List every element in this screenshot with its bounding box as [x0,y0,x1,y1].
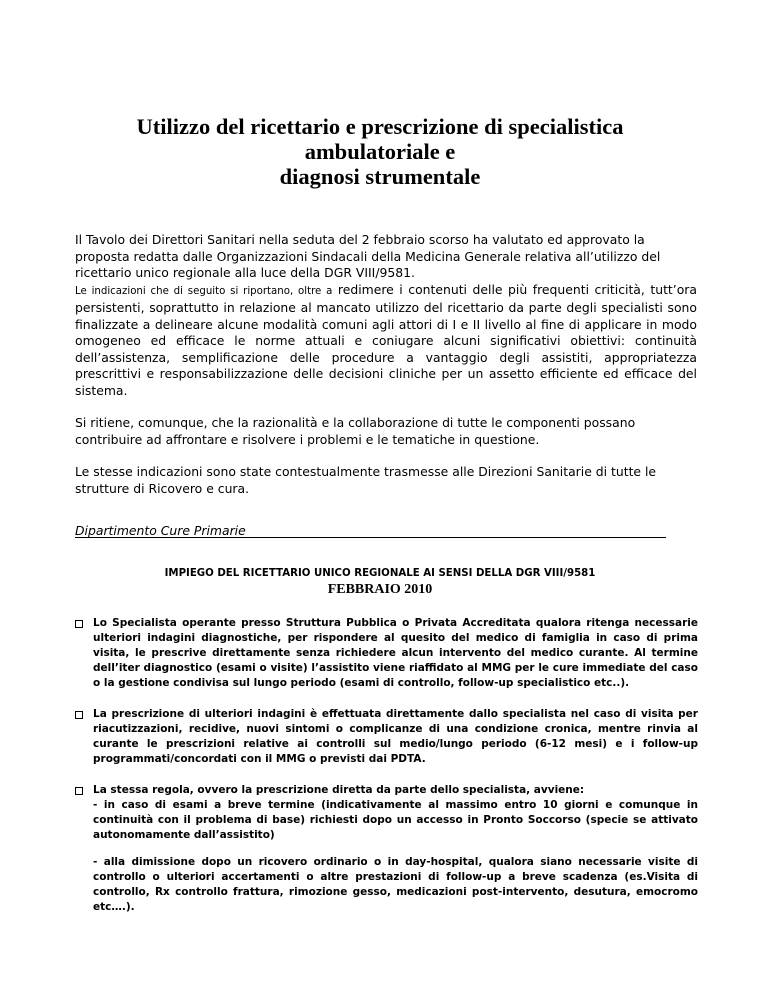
section-heading-title: IMPIEGO DEL RICETTARIO UNICO REGIONALE AI SENSI DELLA DGR VIII/9581 [164,568,596,579]
title-line-3: diagnosi strumentale [279,164,481,189]
intro-paragraph-2-rest: redimere i contenuti delle più frequenti criticità, tutt’ora persistenti, soprattutto in relazione al mancato utilizzo del ricettario da parte degli specialisti sono finalizzate a delineare alcune modalità comuni agli attori di I e II livello al fine di applicare in modo omogeneo ed efficace le norme attuali e coniugare alcuni significativi obiettivi: continuità dell’assistenza, semplificazione delle procedure a vantaggio degli assistiti, appropriatezza prescrittivi e responsabilizzazione delle decisioni cliniche per un assetto efficiente ed efficace del sistema. [75,281,697,398]
bullet-sub-item-1: - in caso di esami a breve termine (indicativamente al massimo entro 10 giorni e comunque in continuità con il problema di base) richiesti dopo un accesso in Pronto Soccorso (specie se attivato autonomamente dall’assistito) [93,799,698,841]
bullet-list [75,616,698,931]
intro-paragraph-3: Si ritiene, comunque, che la razionalità e la collaborazione di tutte le componenti possano contribuire ad affrontare e risolvere i problemi e le tematiche in questione. [75,415,636,447]
section-heading [80,567,680,598]
bullet-item-text: La stessa regola, ovvero la prescrizione diretta da parte dello specialista, avviene: [93,784,585,796]
square-bullet-icon [75,711,83,719]
section-heading-date: FEBBRAIO 2010 [327,582,433,597]
bullet-item-1 [75,616,698,691]
intro-paragraph-4: Le stesse indicazioni sono state contestualmente trasmesse alle Direzioni Sanitarie di tutte le strutture di Ricovero e cura. [75,464,657,496]
bullet-item-2 [75,707,698,767]
title-line-2: ambulatoriale e [304,139,456,164]
bullet-sub-item-2: - alla dimissione dopo un ricovero ordinario o in day-hospital, qualora siano necessarie visite di controllo o ulteriori accertamenti o altre prestazioni di follow-up a breve scadenza (es.Visita di controllo, Rx controllo frattura, rimozione gesso, medicazioni post-intervento, desutura, emocromo etc….). [93,856,698,913]
document-title [80,114,680,189]
intro-section [75,232,697,540]
square-bullet-icon [75,620,83,628]
signature: Dipartimento Cure Primarie [75,523,246,538]
horizontal-divider [75,537,666,538]
intro-paragraph-2-small: Le indicazioni che di seguito si riportano, oltre a [75,285,333,297]
intro-paragraph-2 [75,282,697,400]
bullet-item-3 [75,783,698,915]
title-line-1: Utilizzo del ricettario e prescrizione di specialistica [136,114,624,139]
bullet-item-text: La prescrizione di ulteriori indagini è effettuata direttamente dallo specialista nel caso di visita per riacutizzazioni, recidive, nuovi sintomi o complicanze di una condizione cronica, mentre rinvia al curante le prescrizioni relative ai controlli sul medio/lungo periodo (6-12 mesi) e i follow-up programmati/concordati con il MMG o previsti dai PDTA. [93,708,698,765]
square-bullet-icon [75,787,83,795]
bullet-item-text: Lo Specialista operante presso Struttura Pubblica o Privata Accreditata qualora ritenga necessarie ulteriori indagini diagnostiche, per rispondere al quesito del medico di famiglia in caso di prima visita, le prescrive direttamente senza richiedere alcun intervento del medico curante. Al termine dell’iter diagnostico (esami o visite) l’assistito viene riaffidato al MMG per le cure immediate del caso o la gestione condivisa sul lungo periodo (esami di controllo, follow-up specialistico etc..). [93,617,698,689]
intro-paragraph-1: Il Tavolo dei Direttori Sanitari nella seduta del 2 febbraio scorso ha valutato ed approvato la proposta redatta dalle Organizzazioni Sindacali della Medicina Generale relativa all’utilizzo del ricettario unico regionale alla luce della DGR VIII/9581. [75,232,661,280]
